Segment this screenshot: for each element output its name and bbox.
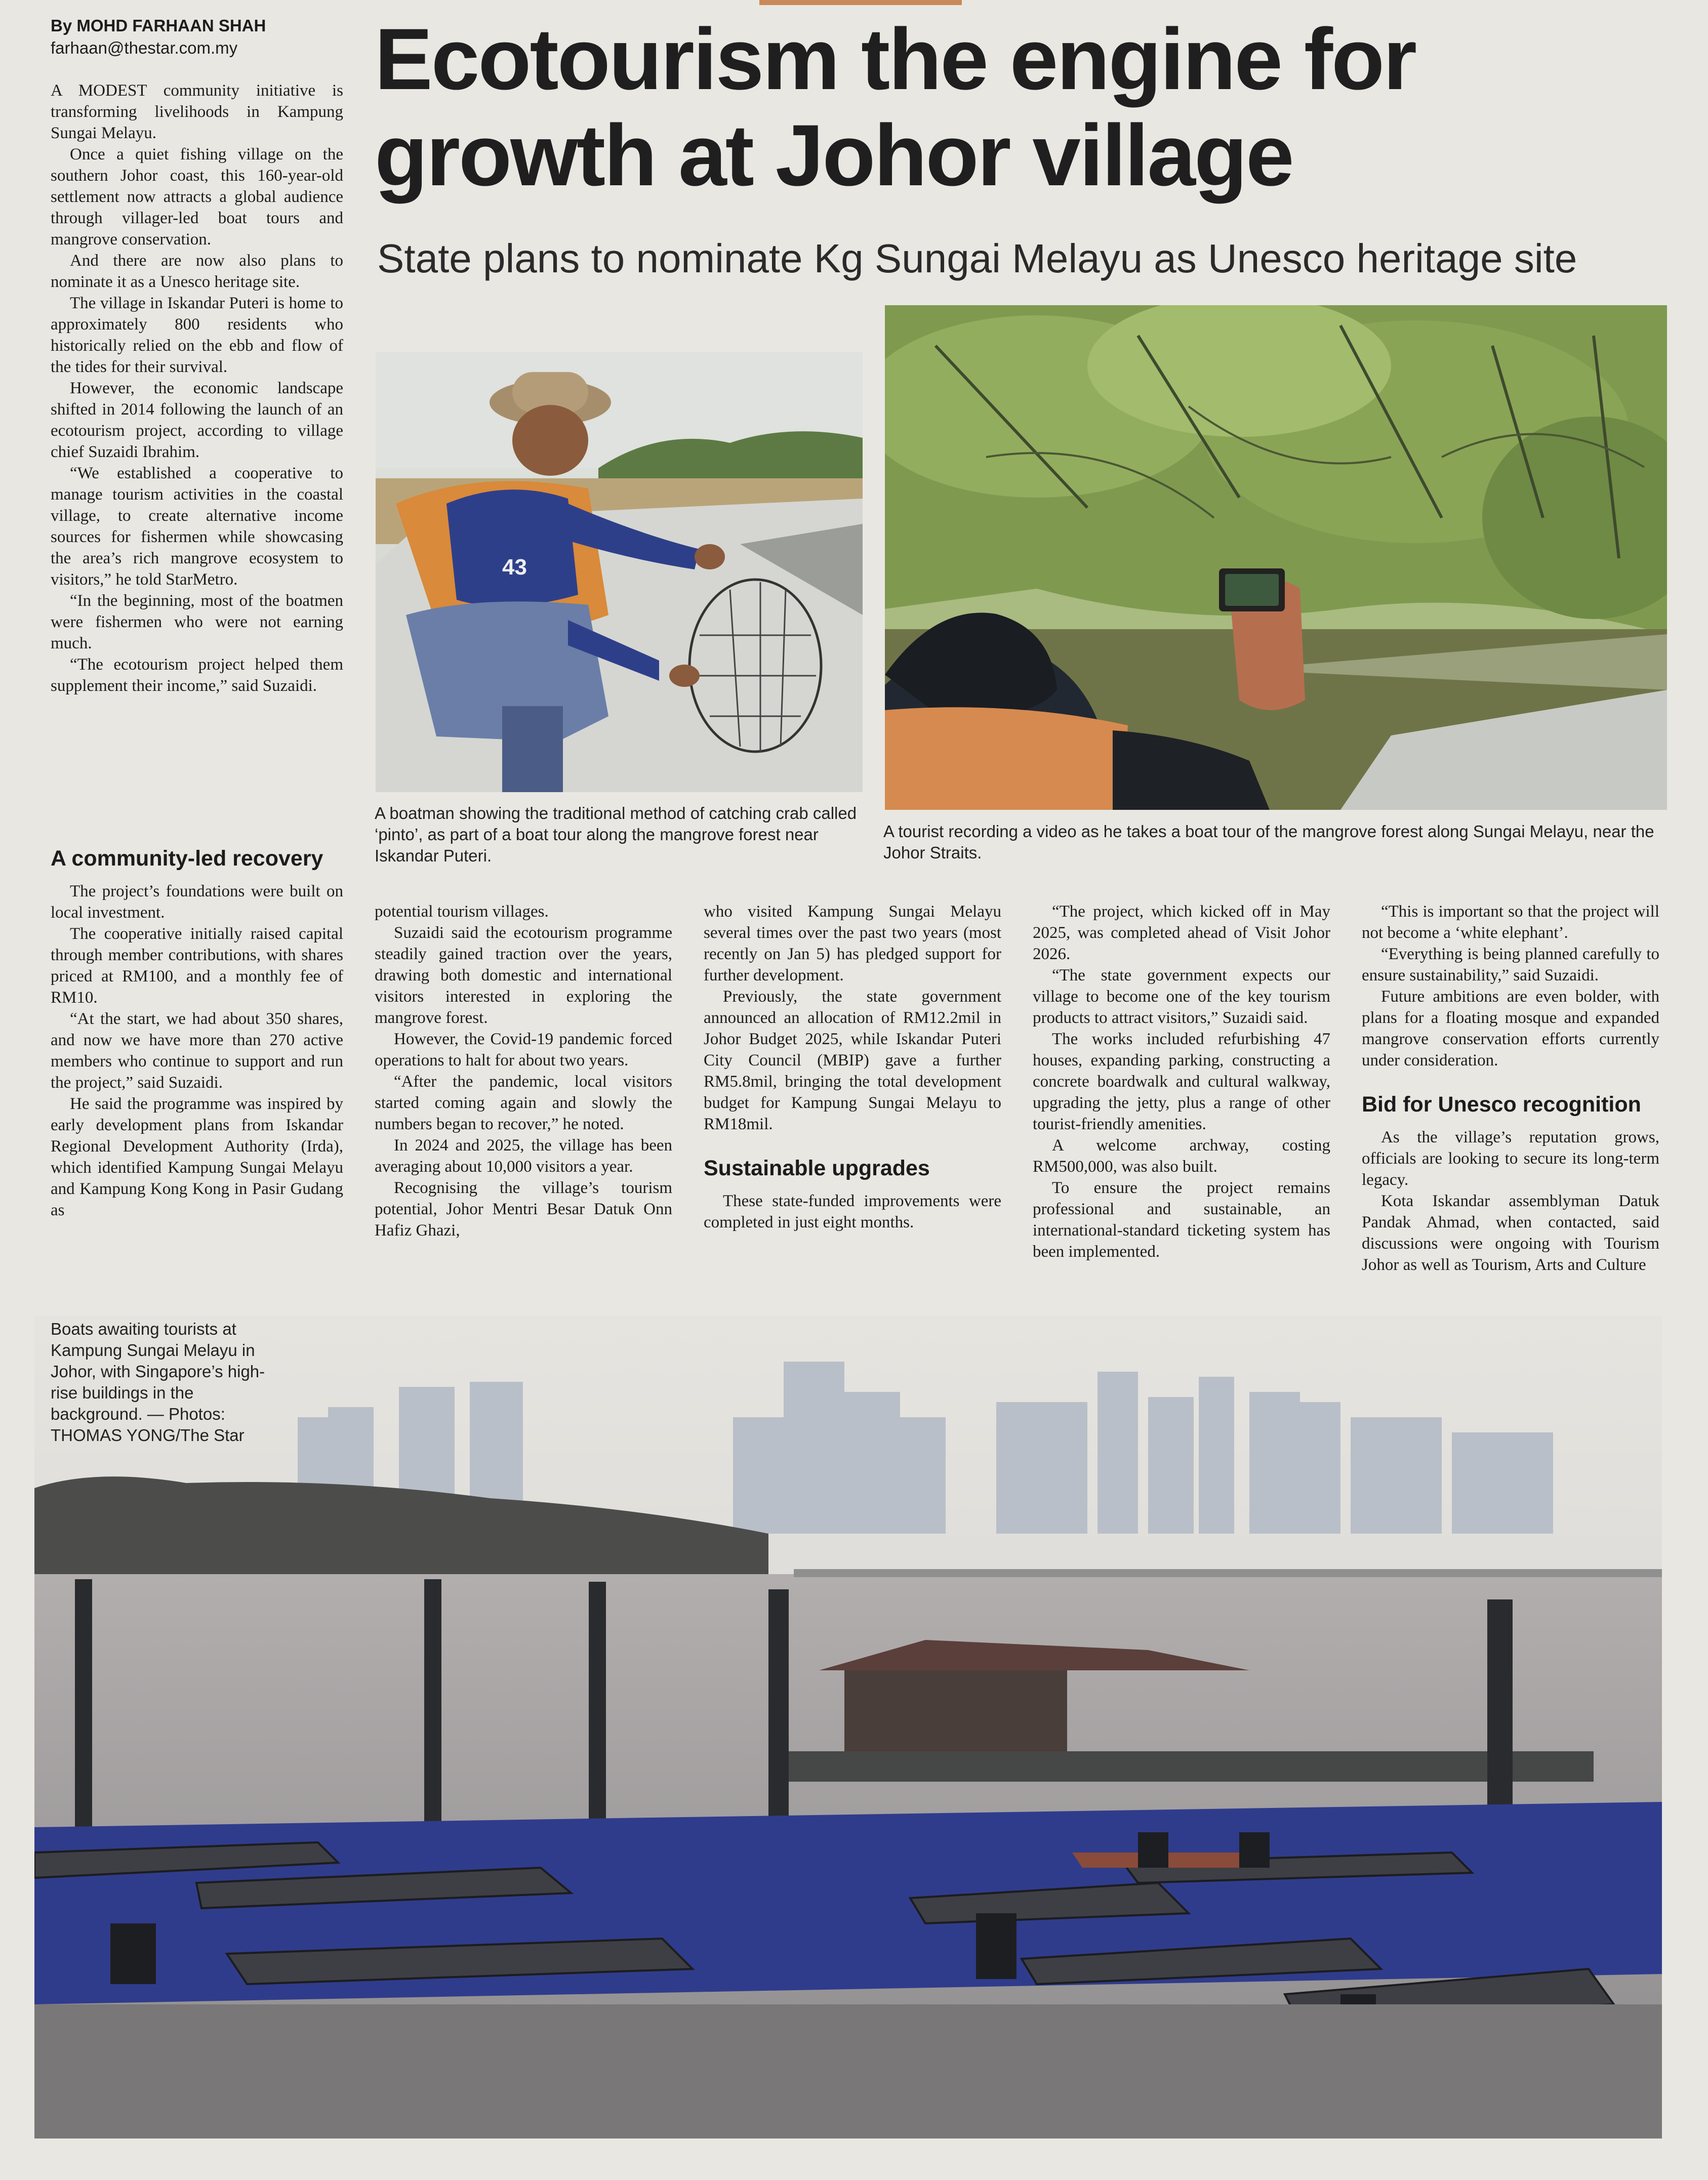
body-paragraph: A welcome archway, costing RM500,000, was also built. — [1033, 1136, 1330, 1176]
body-paragraph: However, the economic landscape shifted in 2014 following the launch of an ecotourism project, according to village chief Suzaidi Ibrahim. — [51, 379, 343, 461]
article-column-3 — [704, 901, 1001, 1233]
body-paragraph: As the village’s reputation grows, officials are looking to secure its long-term legacy. — [1362, 1128, 1659, 1189]
byline-email[interactable]: farhaan@thestar.com.my — [51, 38, 238, 57]
article-column-1-lower — [51, 838, 343, 1221]
body-paragraph: Once a quiet fishing village on the southern Johor coast, this 160-year-old settlement now attracts a global audience through villager-led boat tours and mangrove conservation. — [51, 145, 343, 249]
subheadline: State plans to nominate Kg Sungai Melayu as Unesco heritage site — [377, 236, 1577, 281]
body-paragraph: “In the beginning, most of the boatmen were fishermen who were not earning much. — [51, 592, 343, 652]
boatman-photo — [376, 352, 863, 792]
tourist-photo — [885, 305, 1667, 810]
body-paragraph: who visited Kampung Sungai Melayu several times over the past two years (most recently on Jan 5) has pledged support for further development. — [704, 902, 1001, 984]
lead-paragraph: A MODEST community initiative is transforming livelihoods in Kampung Sungai Melayu. — [51, 81, 343, 142]
body-paragraph: Recognising the village’s tourism potential, Johor Mentri Besar Datuk Onn Hafiz Ghazi, — [375, 1179, 672, 1240]
body-paragraph: Future ambitions are even bolder, with plans for a floating mosque and expanded mangrove conservation efforts currently under consideration. — [1362, 988, 1659, 1070]
section-subhead: Bid for Unesco recognition — [1362, 1092, 1641, 1117]
body-paragraph: These state-funded improvements were completed in just eight months. — [704, 1192, 1001, 1231]
article-column-4 — [1033, 901, 1330, 1262]
body-paragraph: However, the Covid-19 pandemic forced operations to halt for about two years. — [375, 1030, 672, 1070]
section-tab — [759, 0, 962, 5]
section-subhead: A community-led recovery — [51, 846, 323, 871]
vest-number: 43 — [502, 555, 527, 580]
body-paragraph: potential tourism villages. — [375, 902, 549, 921]
body-paragraph: “At the start, we had about 350 shares, and now we have more than 270 active members who continue to support and run the project,” said Suzaidi. — [51, 1010, 343, 1092]
article-column-5 — [1362, 901, 1659, 1276]
body-paragraph: And there are now also plans to nominate it as a Unesco heritage site. — [51, 252, 343, 291]
body-paragraph: To ensure the project remains professional and sustainable, an international-standard ticketing system has been implemented. — [1033, 1179, 1330, 1261]
byline-author: By MOHD FARHAAN SHAH — [51, 16, 266, 35]
body-paragraph: The village in Iskandar Puteri is home to approximately 800 residents who historically relied on the ebb and flow of the tides for their survival. — [51, 294, 343, 376]
body-paragraph: “The project, which kicked off in May 2025, was completed ahead of Visit Johor 2026. — [1033, 902, 1330, 963]
body-paragraph: “We established a cooperative to manage tourism activities in the coastal village, to create alternative income sources for fishermen while showcasing the area’s rich mangrove ecosystem to visitors,” he told StarMetro. — [51, 464, 343, 589]
body-paragraph: The cooperative initially raised capital through member contributions, with shares priced at RM100, and a monthly fee of RM10. — [51, 925, 343, 1007]
body-paragraph: The project’s foundations were built on local investment. — [51, 882, 343, 922]
tourist-caption: A tourist recording a video as he takes a boat tour of the mangrove forest along Sungai Melayu, near the Johor Straits. — [883, 822, 1654, 862]
body-paragraph: “After the pandemic, local visitors started coming again and slowly the numbers began to recover,” he noted. — [375, 1073, 672, 1133]
section-subhead: Sustainable upgrades — [704, 1156, 930, 1180]
body-paragraph: “This is important so that the project will not become a ‘white elephant’. — [1362, 902, 1659, 942]
body-paragraph: Previously, the state government announced an allocation of RM12.2mil in Johor Budget 2025, while Iskandar Puteri City Council (MBIP) gave a further RM5.8mil, bringing the total development budget for Kampung Sungai Melayu to RM18mil. — [704, 988, 1001, 1133]
body-paragraph: He said the programme was inspired by early development plans from Iskandar Regional Development Authority (Irda), which identified Kampung Sungai Melayu and Kampung Kong Kong in Pasir Gudang as — [51, 1095, 343, 1219]
headline: Ecotourism the engine for growth at Johor village — [375, 11, 1416, 204]
body-paragraph: The works included refurbishing 47 houses, expanding parking, constructing a concrete boardwalk and cultural walkway, upgrading the jetty, plus a range of other tourist-friendly amenities. — [1033, 1030, 1330, 1133]
article-column-2 — [375, 901, 672, 1241]
body-paragraph: “Everything is being planned carefully to ensure sustainability,” said Suzaidi. — [1362, 945, 1659, 984]
body-paragraph: In 2024 and 2025, the village has been averaging about 10,000 visitors a year. — [375, 1136, 672, 1176]
article-column-1 — [51, 80, 343, 696]
harbour-caption: Boats awaiting tourists at Kampung Sungai Melayu in Johor, with Singapore’s high-rise buildings in the background. — Photos: THOMAS YONG/The Star — [51, 1320, 265, 1445]
boatman-caption: A boatman showing the traditional method of catching crab called ‘pinto’, as part of a boat tour along the mangrove forest near Iskandar Puteri. — [375, 804, 857, 865]
body-paragraph: Suzaidi said the ecotourism programme steadily gained traction over the years, drawing both domestic and international visitors interested in exploring the mangrove forest. — [375, 924, 672, 1027]
body-paragraph: “The ecotourism project helped them supplement their income,” said Suzaidi. — [51, 655, 343, 695]
body-paragraph: “The state government expects our village to become one of the key tourism products to attract visitors,” Suzaidi said. — [1033, 966, 1330, 1027]
body-paragraph: Kota Iskandar assemblyman Datuk Pandak Ahmad, when contacted, said discussions were ongoing with Tourism Johor as well as Tourism, Arts and Culture — [1362, 1192, 1659, 1274]
